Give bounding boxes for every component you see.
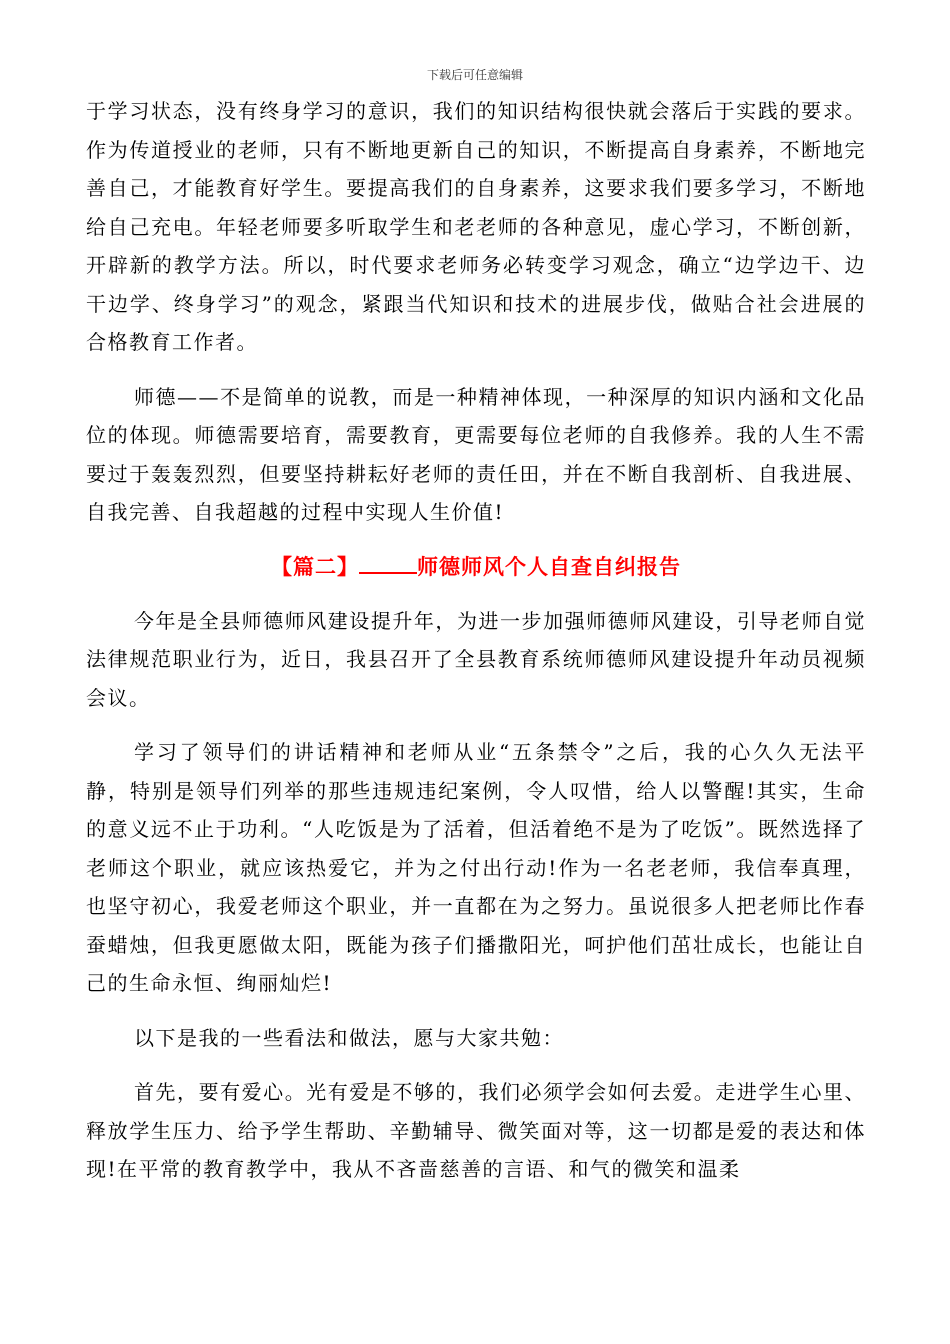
section-heading-title: 师德师风个人自查自纠报告 bbox=[417, 553, 681, 579]
paragraph-continuation: 于学习状态，没有终身学习的意识，我们的知识结构很快就会落后于实践的要求。作为传道授业的老师，只有不断地更新自己的知识，不断提高自身素养，不断地完善自己，才能教育好学生。要提高我们的自身素养，这要求我们要多学习，不断地给自己充电。年轻老师要多听取学生和老老师的各种意见，虚心学习，不断创新，开辟新的教学方法。所以，时代要求老师务必转变学习观念，确立“边学边干、边干边学、终身学习”的观念，紧跟当代知识和技术的进展步伐，做贴合社会进展的合格教育工作者。 bbox=[86, 99, 866, 354]
document-body bbox=[86, 92, 866, 1205]
paragraph-teacher-ethics: 师德——不是简单的说教，而是一种精神体现，一种深厚的知识内涵和文化品位的体现。师德需要培育，需要教育，更需要每位老师的自我修养。我的人生不需要过于轰轰烈烈，但要坚持耕耘好老师的责任田，并在不断自我剖析、自我进展、自我完善、自我超越的过程中实现人生价值! bbox=[86, 384, 866, 524]
paragraph-reflection: 学习了领导们的讲话精神和老师从业“五条禁令”之后，我的心久久无法平静，特别是领导们列举的那些违规违纪案例，令人叹惜，给人以警醒!其实，生命的意义远不止于功利。“人吃饭是为了活着，但活着绝不是为了吃饭”。既然选择了老师这个职业，就应该热爱它，并为之付出行动!作为一名老老师，我信奉真理，也坚守初心，我爱老师这个职业，并一直都在为之努力。虽说很多人把老师比作春蚕蜡烛，但我更愿做太阳，既能为孩子们播撒阳光，呵护他们茁壮成长，也能让自己的生命永恒、绚丽灿烂! bbox=[86, 740, 866, 995]
paragraph-intro: 今年是全县师德师风建设提升年，为进一步加强师德师风建设，引导老师自觉法律规范职业行为，近日，我县召开了全县教育系统师德师风建设提升年动员视频会议。 bbox=[86, 608, 866, 710]
section-heading bbox=[86, 548, 866, 586]
page-header-note: 下载后可任意编辑 bbox=[426, 68, 523, 82]
paragraph-first-point: 首先，要有爱心。光有爱是不够的，我们必须学会如何去爱。走进学生心里、释放学生压力、给予学生帮助、辛勤辅导、微笑面对等，这一切都是爱的表达和体现!在平常的教育教学中，我从不吝啬慈善的言语、和气的微笑和温柔 bbox=[86, 1080, 866, 1181]
section-heading-blank bbox=[359, 550, 417, 574]
section-heading-prefix: 【篇二】 bbox=[271, 553, 359, 579]
paragraph-lead-in: 以下是我的一些看法和做法，愿与大家共勉： bbox=[134, 1025, 564, 1050]
